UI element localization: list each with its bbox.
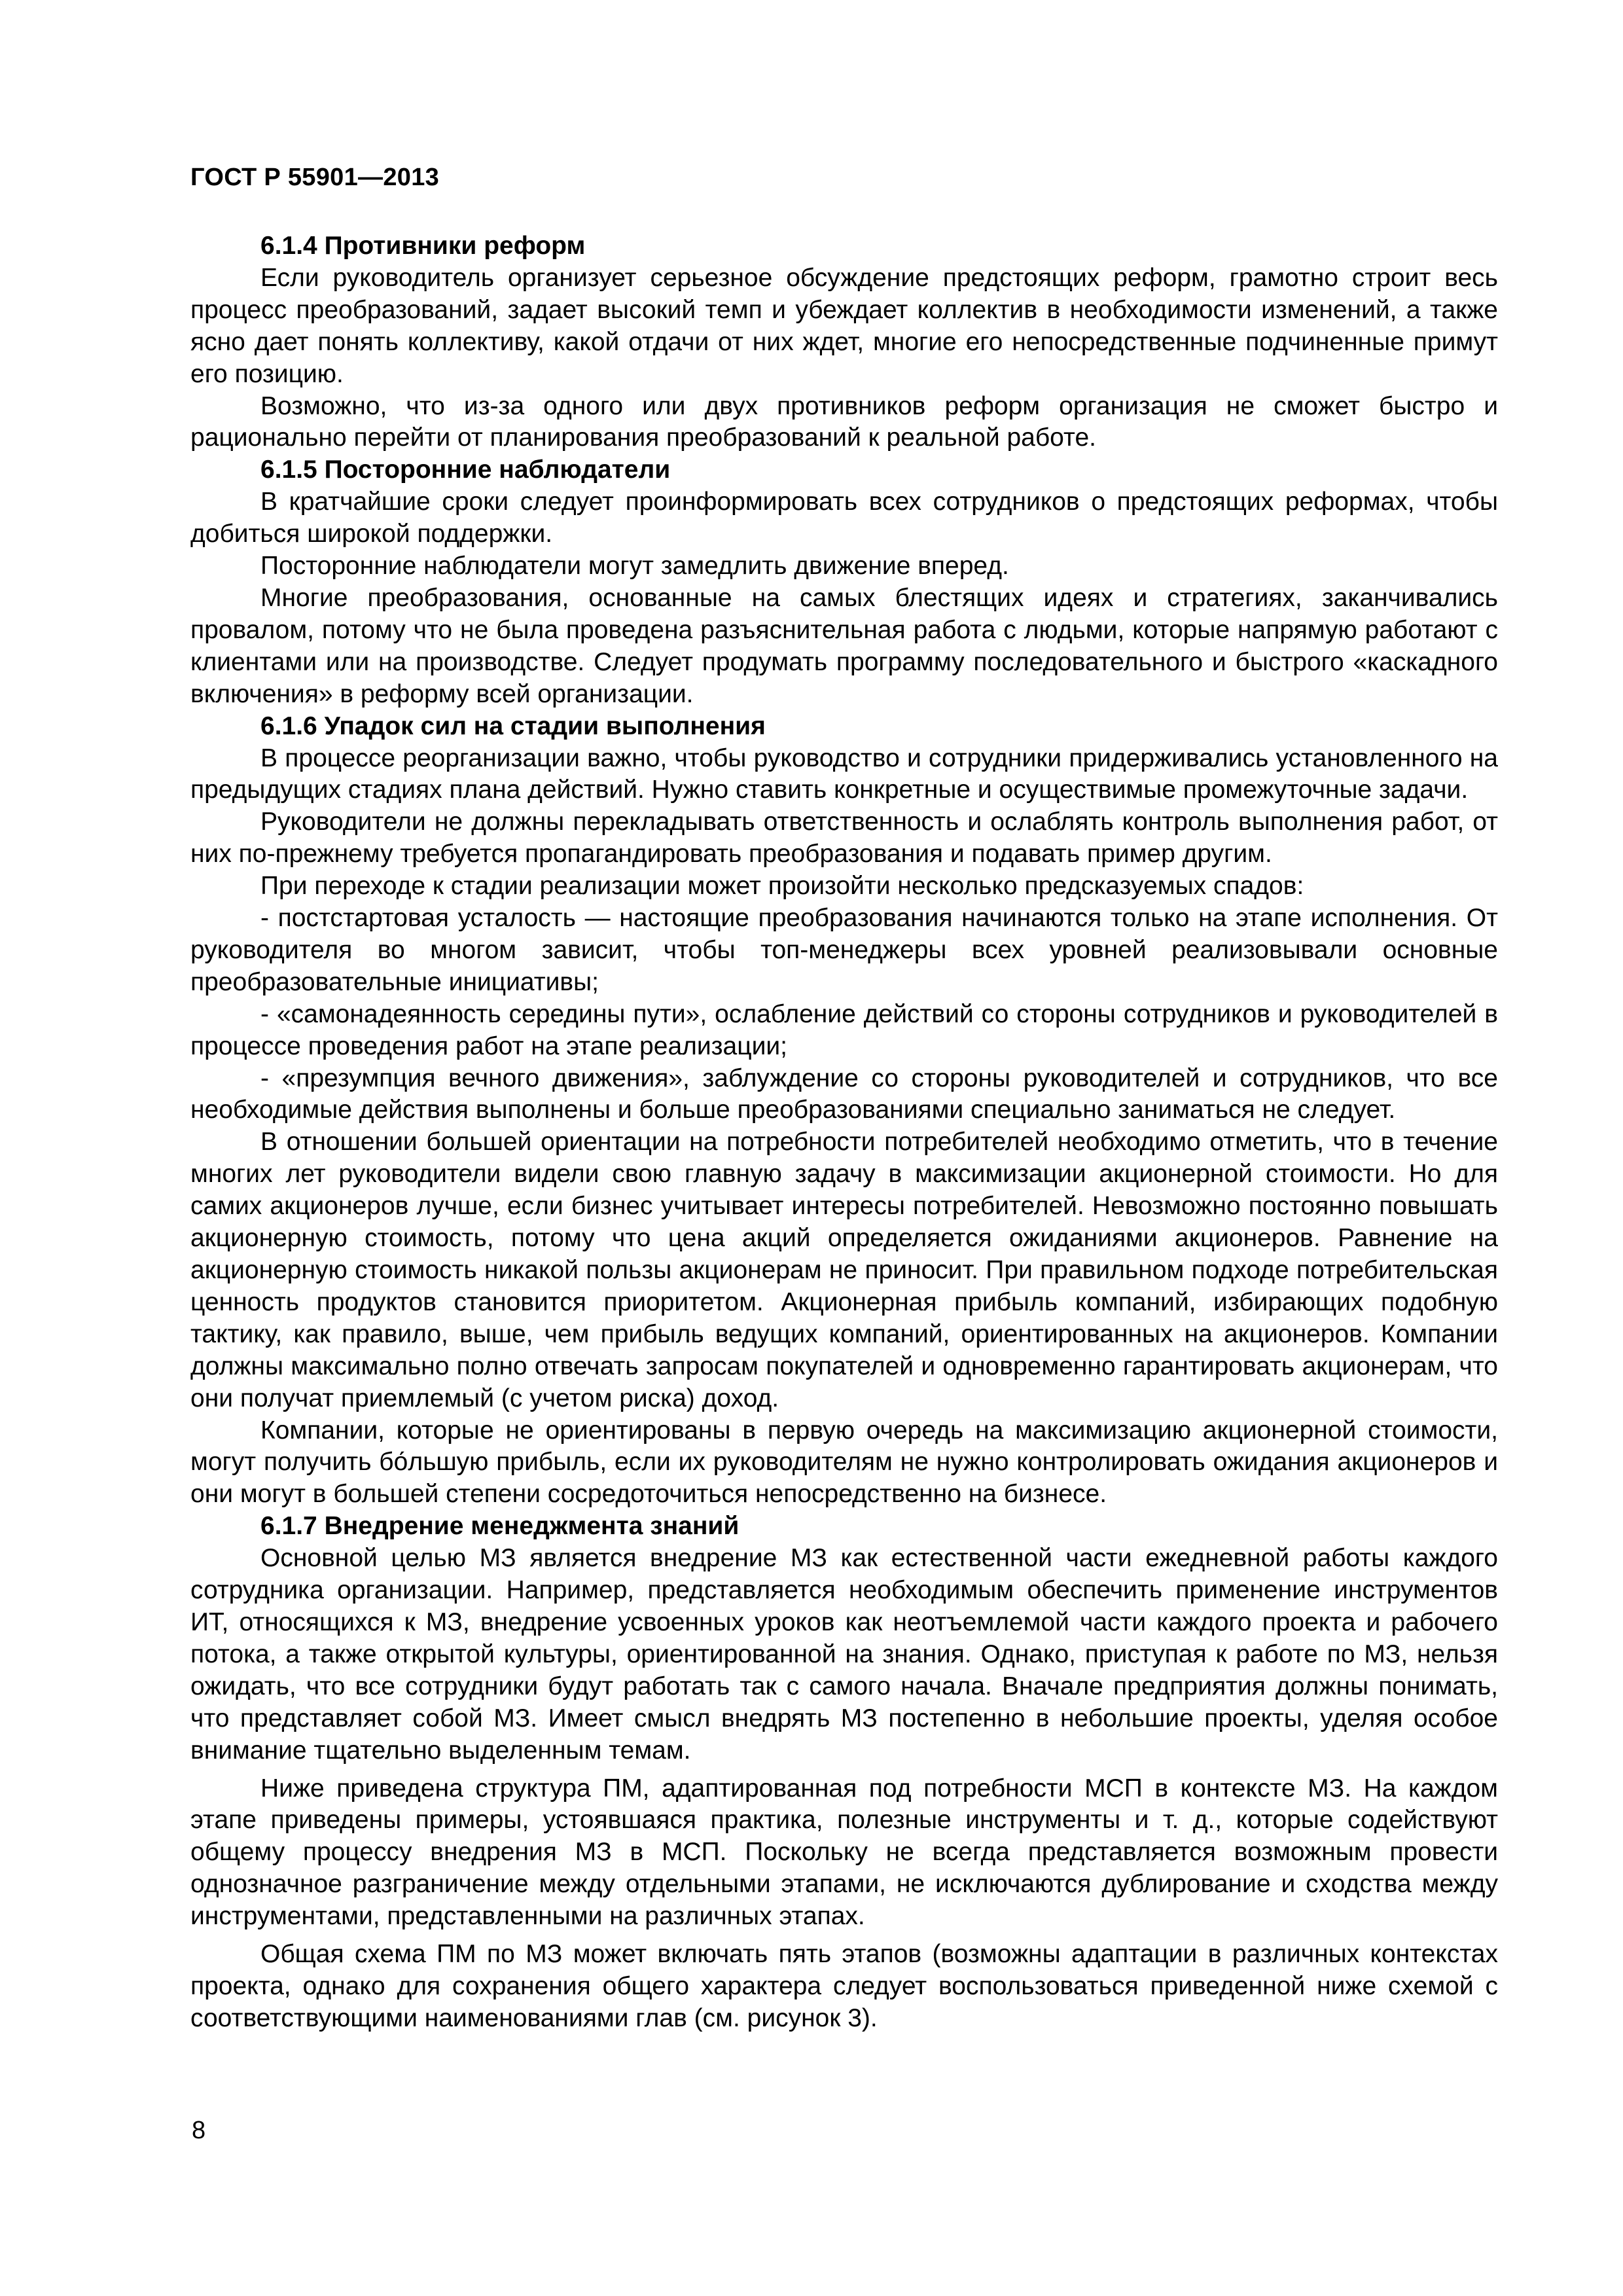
paragraph: Руководители не должны перекладывать ответственность и ослаблять контроль выполнения работ, от них по-прежнему требуется пропагандировать преобразования и подавать пример другим. (190, 808, 1498, 869)
paragraph: Возможно, что из-за одного или двух противников реформ организация не сможет быстро и рационально перейти от планирования преобразований к реальной работе. (190, 391, 1498, 452)
paragraph: В процессе реорганизации важно, чтобы руководство и сотрудники придерживались установленного на предыдущих стадиях плана действий. Нужно ставить конкретные и осуществимые промежуточные задачи. (190, 744, 1498, 804)
paragraph: Общая схема ПМ по МЗ может включать пять этапов (возможны адаптации в различных контекстах проекта, однако для сохранения общего характера следует воспользоваться приведенной ниже схемой с соответствующими наименованиями глав (см. рисунок 3). (190, 1940, 1498, 2032)
document-body (190, 230, 1498, 2035)
paragraph: Многие преобразования, основанные на самых блестящих идеях и стратегиях, заканчивались провалом, потому что не была проведена разъяснительная работа с людьми, которые напрямую работают с клиентами или на производстве. Следует продумать программу последовательного и быстрого «каскадного включения» в реформу всей организации. (190, 583, 1498, 708)
list-item: - «самонадеянность середины пути», ослабление действий со стороны сотрудников и руководителей в процессе проведения работ на этапе реализации; (190, 999, 1498, 1060)
paragraph: Ниже приведена структура ПМ, адаптированная под потребности МСП в контексте МЗ. На каждом этапе приведены примеры, устоявшаяся практика, полезные инструменты и т. д., которые содействуют общему процессу внедрения МЗ в МСП. Поскольку не всегда представляется возможным провести однозначное разграничение между отдельными этапами, не исключаются дублирование и сходства между инструментами, представленными на различных этапах. (190, 1774, 1498, 1931)
paragraph: Компании, которые не ориентированы в первую очередь на максимизацию акционерной стоимости, могут получить бо́льшую прибыль, если их руководителям не нужно контролировать ожидания акционеров и они могут в большей степени сосредоточиться непосредственно на бизнесе. (190, 1416, 1498, 1509)
paragraph: В отношении большей ориентации на потребности потребителей необходимо отметить, что в течение многих лет руководители видели свою главную задачу в максимизации акционерной стоимости. Но для самих акционеров лучше, если бизнес учитывает интересы потребителей. Невозможно постоянно повышать акционерную стоимость, потому что цена акций определяется ожиданиями акционеров. Равнение на акционерную стоимость никакой пользы акционерам не приносит. При правильном подходе потребительская ценность продуктов становится приоритетом. Акционерная прибыль компаний, избирающих подобную тактику, как правило, выше, чем прибыль ведущих компаний, ориентированных на акционеров. Компании должны максимально полно отвечать запросам покупателей и одновременно гарантировать акционерам, что они получат приемлемый (с учетом риска) доход. (190, 1128, 1498, 1412)
page-number: 8 (192, 2117, 206, 2144)
list-item: - постстартовая усталость — настоящие преобразования начинаются только на этапе исполнения. От руководителя во многом зависит, чтобы топ-менеджеры всех уровней реализовывали основные преобразовательные инициативы; (190, 904, 1498, 996)
paragraph: При переходе к стадии реализации может произойти несколько предсказуемых спадов: (260, 872, 1304, 901)
section-heading: 6.1.6 Упадок сил на стадии выполнения (260, 711, 766, 740)
paragraph: В кратчайшие сроки следует проинформировать всех сотрудников о предстоящих реформах, чтобы добиться широкой поддержки. (190, 488, 1498, 548)
section-heading: 6.1.7 Внедрение менеджмента знаний (260, 1512, 740, 1541)
paragraph: Если руководитель организует серьезное обсуждение предстоящих реформ, грамотно строит весь процесс преобразований, задает высокий темп и убеждает коллектив в необходимости изменений, а также ясно дает понять коллективу, какой отдачи от них ждет, многие его непосредственные подчиненные примут его позицию. (190, 263, 1498, 388)
section-heading: 6.1.5 Посторонние наблюдатели (260, 456, 671, 484)
paragraph: Основной целью МЗ является внедрение МЗ как естественной части ежедневной работы каждого сотрудника организации. Например, представляется необходимым обеспечить применение инструментов ИТ, относящихся к МЗ, внедрение усвоенных уроков как неотъемлемой части каждого проекта и рабочего потока, а также открытой культуры, ориентированной на знания. Однако, приступая к работе по МЗ, нельзя ожидать, что все сотрудники будут работать так с самого начала. Вначале предприятия должны понимать, что представляет собой МЗ. Имеет смысл внедрять МЗ постепенно в небольшие проекты, уделяя особое внимание тщательно выделенным темам. (190, 1544, 1498, 1765)
list-item: - «презумпция вечного движения», заблуждение со стороны руководителей и сотрудников, что все необходимые действия выполнены и больше преобразованиями специально заниматься не следует. (190, 1064, 1498, 1124)
document-header-id: ГОСТ Р 55901—2013 (190, 164, 440, 191)
paragraph: Посторонние наблюдатели могут замедлить движение вперед. (260, 552, 1009, 581)
section-heading: 6.1.4 Противники реформ (260, 232, 586, 260)
